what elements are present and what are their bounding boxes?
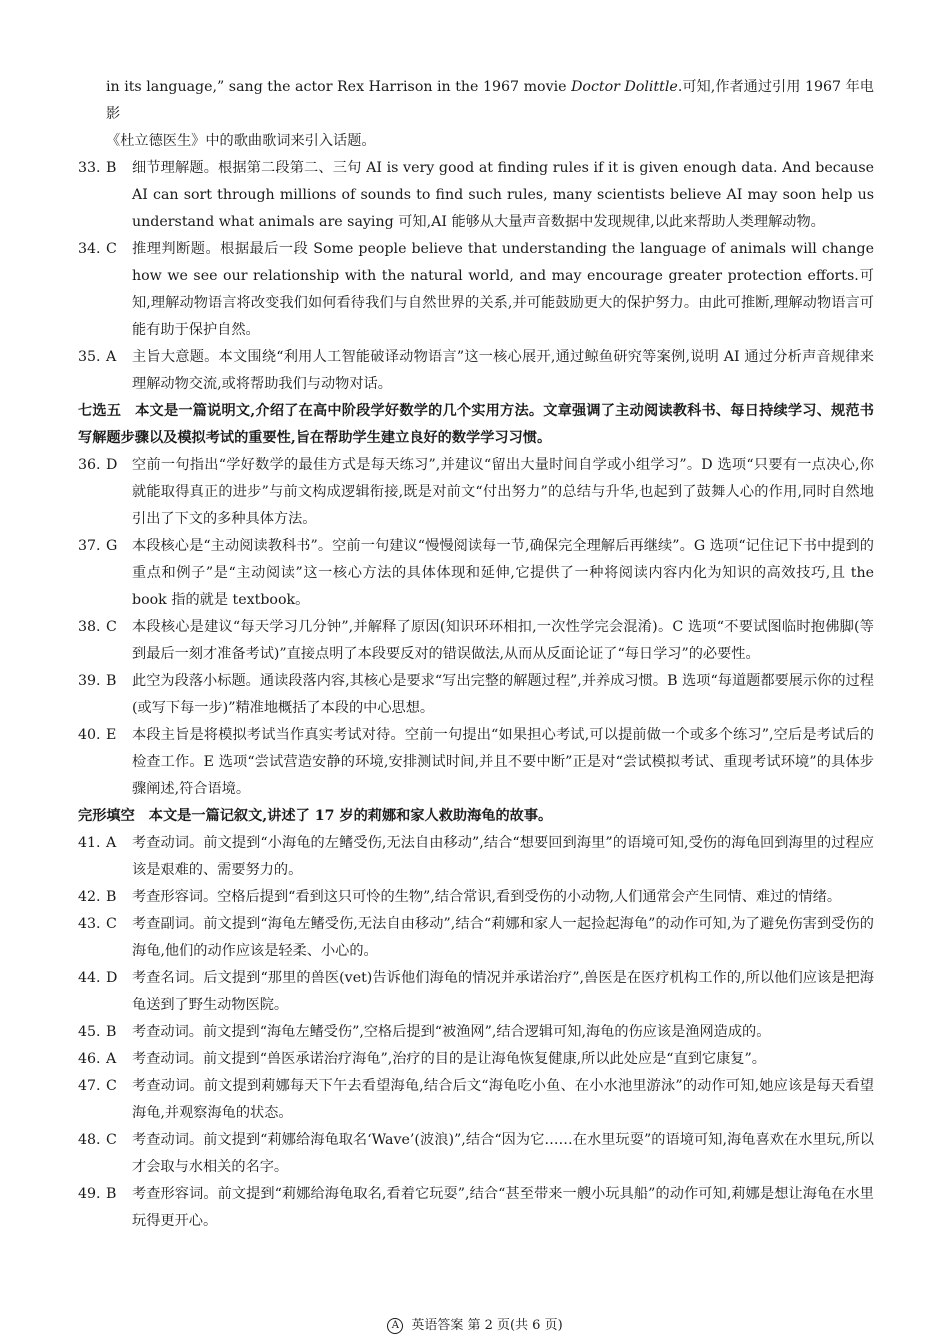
item-answer: A bbox=[106, 835, 117, 851]
item-explanation: 考查副词。前文提到“海龟左鳍受伤,无法自由移动”,结合“莉娜和家人一起捡起海龟”的动作可知,为了避免伤害到受伤的海龟,他们的动作应该是轻柔、小心的。 bbox=[132, 916, 874, 959]
answer-item-46 bbox=[78, 1046, 874, 1073]
item-explanation: 考查动词。前文提到“兽医承诺治疗海龟”,治疗的目的是让海龟恢复健康,所以此处应是“直到它康复”。 bbox=[132, 1051, 766, 1067]
item-number: 35. bbox=[78, 349, 101, 365]
item-number: 49. bbox=[78, 1186, 101, 1202]
item-number: 37. bbox=[78, 538, 101, 554]
item-number: 39. bbox=[78, 673, 101, 689]
item-answer: C bbox=[106, 619, 117, 635]
item-explanation: 考查形容词。前文提到“莉娜给海龟取名,看着它玩耍”,结合“甚至带来一艘小玩具船”的动作可知,莉娜是想让海龟在水里玩得更开心。 bbox=[132, 1186, 874, 1229]
item-number: 46. bbox=[78, 1051, 101, 1067]
item-explanation: 考查动词。前文提到“莉娜给海龟取名‘Wave’(波浪)”,结合“因为它……在水里玩耍”的语境可知,海龟喜欢在水里玩,所以才会取与水相关的名字。 bbox=[132, 1132, 874, 1175]
answer-item-44 bbox=[78, 965, 874, 1019]
item-explanation: 空前一句指出“学好数学的最佳方式是每天练习”,并建议“留出大量时间自学或小组学习”。D 选项“只要有一点决心,你就能取得真正的进步”与前文构成逻辑衔接,既是对前文“付出努力”的总结与升华,也起到了鼓舞人心的作用,同时自然地引出了下文的多种具体方法。 bbox=[132, 457, 874, 527]
item-number: 36. bbox=[78, 457, 101, 473]
item-number: 43. bbox=[78, 916, 101, 932]
item-answer: A bbox=[106, 349, 117, 365]
section-summary: 本文是一篇说明文,介绍了在高中阶段学好数学的几个实用方法。文章强调了主动阅读教科书、每日持续学习、规范书写解题步骤以及模拟考试的重要性,旨在帮助学生建立良好的数学学习习惯。 bbox=[78, 403, 874, 446]
item-answer: A bbox=[106, 1051, 117, 1067]
page-footer bbox=[0, 1318, 950, 1334]
item-number: 38. bbox=[78, 619, 101, 635]
item-explanation: 考查动词。前文提到“小海龟的左鳍受伤,无法自由移动”,结合“想要回到海里”的语境可知,受伤的海龟回到海里的过程应该是艰难的、需要努力的。 bbox=[132, 835, 874, 878]
answer-item-36 bbox=[78, 452, 874, 533]
answer-item-33 bbox=[78, 155, 874, 236]
item-answer: B bbox=[106, 1186, 117, 1202]
item-number: 34. bbox=[78, 241, 101, 257]
item-answer: D bbox=[106, 457, 118, 473]
answer-item-37 bbox=[78, 533, 874, 614]
answer-item-38 bbox=[78, 614, 874, 668]
item-explanation: 本段主旨是将模拟考试当作真实考试对待。空前一句提出“如果担心考试,可以提前做一个或多个练习”,空后是考试后的检查工作。E 选项“尝试营造安静的环境,安排测试时间,并且不要中断”正是对“尝试模拟考试、重现考试环境”的具体步骤阐述,符合语境。 bbox=[132, 727, 874, 797]
answer-item-49 bbox=[78, 1181, 874, 1235]
item-answer: D bbox=[106, 970, 118, 986]
answer-page bbox=[78, 74, 874, 1235]
item-answer: B bbox=[106, 673, 117, 689]
item-number: 48. bbox=[78, 1132, 101, 1148]
item-number: 33. bbox=[78, 160, 101, 176]
answer-item-47 bbox=[78, 1073, 874, 1127]
section-wanxing bbox=[78, 803, 874, 830]
answer-item-48 bbox=[78, 1127, 874, 1181]
item-explanation: 推理判断题。根据最后一段 Some people believe that understanding the language of animals will change how we see our relationship with the natural world, and may encourage greater protection efforts.可知,理解动物语言将改变我们如何看待我们与自然世界的关系,并可能鼓励更大的保护努力。由此可推断,理解动物语言可能有助于保护自然。 bbox=[132, 241, 874, 338]
intro-paragraph bbox=[78, 74, 874, 155]
item-answer: C bbox=[106, 916, 117, 932]
item-number: 47. bbox=[78, 1078, 101, 1094]
item-explanation: 此空为段落小标题。通读段落内容,其核心是要求“写出完整的解题过程”,并养成习惯。B 选项“每道题都要展示你的过程(或写下每一步)”精准地概括了本段的中心思想。 bbox=[132, 673, 874, 716]
item-explanation: 本段核心是建议“每天学习几分钟”,并解释了原因(知识环环相扣,一次性学完会混淆)。C 选项“不要试图临时抱佛脚(等到最后一刻才准备考试)”直接点明了本段要反对的错误做法,从而从反面论证了“每日学习”的必要性。 bbox=[132, 619, 874, 662]
item-explanation: 考查名词。后文提到“那里的兽医(vet)告诉他们海龟的情况并承诺治疗”,兽医是在医疗机构工作的,所以他们应该是把海龟送到了野生动物医院。 bbox=[132, 970, 874, 1013]
item-answer: E bbox=[106, 727, 117, 743]
intro-text: in its language,” sang the actor Rex Harrison in the 1967 movie bbox=[106, 79, 572, 95]
item-answer: B bbox=[106, 160, 117, 176]
intro-text-line2: 《杜立德医生》中的歌曲歌词来引入话题。 bbox=[106, 133, 376, 149]
item-answer: C bbox=[106, 1132, 117, 1148]
item-answer: G bbox=[106, 538, 118, 554]
item-explanation: 考查动词。前文提到莉娜每天下午去看望海龟,结合后文“海龟吃小鱼、在小水池里游泳”的动作可知,她应该是每天看望海龟,并观察海龟的状态。 bbox=[132, 1078, 874, 1121]
item-number: 44. bbox=[78, 970, 101, 986]
answer-item-40 bbox=[78, 722, 874, 803]
item-number: 41. bbox=[78, 835, 101, 851]
item-answer: C bbox=[106, 1078, 117, 1094]
intro-text-cont: .可知,作者通过引用 1967 年电影 bbox=[106, 79, 874, 122]
item-explanation: 主旨大意题。本文围绕“利用人工智能破译动物语言”这一核心展开,通过鲸鱼研究等案例,说明 AI 通过分析声音规律来理解动物交流,或将帮助我们与动物对话。 bbox=[132, 349, 874, 392]
item-explanation: 考查形容词。空格后提到“看到这只可怜的生物”,结合常识,看到受伤的小动物,人们通常会产生同情、难过的情绪。 bbox=[132, 889, 842, 905]
answer-item-43 bbox=[78, 911, 874, 965]
item-number: 45. bbox=[78, 1024, 101, 1040]
answer-item-42 bbox=[78, 884, 874, 911]
answer-item-45 bbox=[78, 1019, 874, 1046]
item-explanation: 细节理解题。根据第二段第二、三句 AI is very good at finding rules if it is given enough data. And because AI can sort through millions of sounds to find such rules, many scientists believe AI may soon help us understand what animals are saying 可知,AI 能够从大量声音数据中发现规律,以此来帮助人类理解动物。 bbox=[132, 160, 874, 230]
item-explanation: 考查动词。前文提到“海龟左鳍受伤”,空格后提到“被渔网”,结合逻辑可知,海龟的伤应该是渔网造成的。 bbox=[132, 1024, 771, 1040]
paper-version-mark: A bbox=[387, 1318, 403, 1334]
item-explanation: 本段核心是“主动阅读教科书”。空前一句建议“慢慢阅读每一节,确保完全理解后再继续”。G 选项“记住记下书中提到的重点和例子”是“主动阅读”这一核心方法的具体体现和延伸,它提供了一种将阅读内容内化为知识的高效技巧,且 the book 指的就是 textbook。 bbox=[132, 538, 874, 608]
section-heading: 完形填空 bbox=[78, 808, 135, 824]
answer-item-39 bbox=[78, 668, 874, 722]
section-heading: 七选五 bbox=[78, 403, 122, 419]
item-number: 42. bbox=[78, 889, 101, 905]
answer-item-35 bbox=[78, 344, 874, 398]
answer-item-34 bbox=[78, 236, 874, 344]
answer-item-41 bbox=[78, 830, 874, 884]
page-number-text: 英语答案 第 2 页(共 6 页) bbox=[411, 1318, 563, 1333]
item-number: 40. bbox=[78, 727, 101, 743]
item-answer: B bbox=[106, 1024, 117, 1040]
movie-title: Doctor Dolittle bbox=[571, 79, 678, 95]
section-summary: 本文是一篇记叙文,讲述了 17 岁的莉娜和家人救助海龟的故事。 bbox=[148, 808, 553, 824]
section-qixuanwu bbox=[78, 398, 874, 452]
item-answer: B bbox=[106, 889, 117, 905]
item-answer: C bbox=[106, 241, 117, 257]
